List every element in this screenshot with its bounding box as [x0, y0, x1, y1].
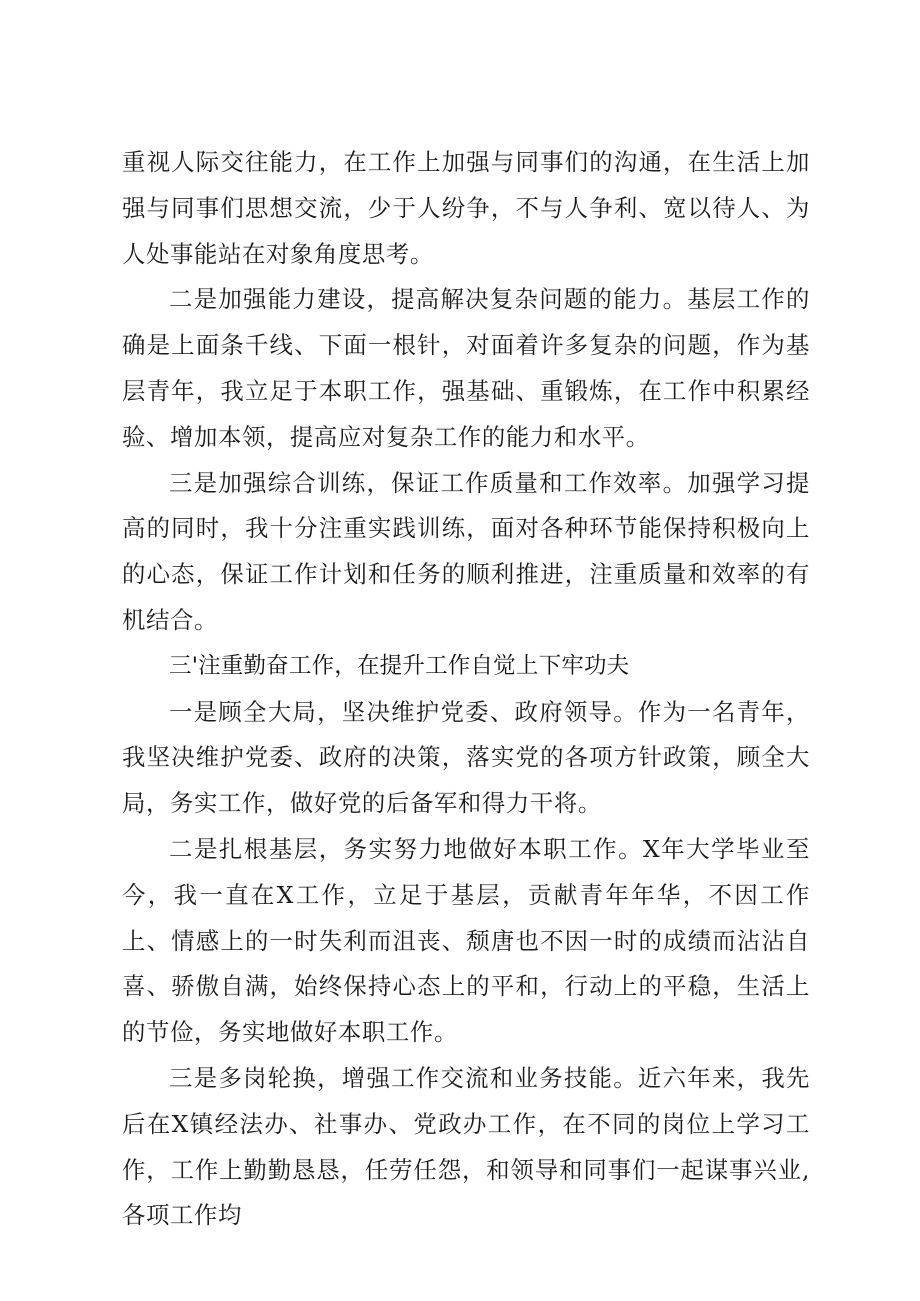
paragraph: 一是顾全大局，坚决维护党委、政府领导。作为一名青年，我坚决维护党委、政府的决策，落实党的各项方针政策，顾全大局，务实工作，做好党的后备军和得力干将。	[122, 697, 810, 818]
section-heading: 三'注重勤奋工作，在提升工作自觉上下牢功夫	[169, 652, 630, 679]
paragraph: 三是多岗轮换，增强工作交流和业务技能。近六年来，我先后在X镇经法办、社事办、党政办工作，在不同的岗位上学习工作，工作上勤勤恳恳，任劳任怨，和领导和同事们一起谋事兴业,各项工作均	[122, 1063, 810, 1230]
paragraph: 二是扎根基层，务实努力地做好本职工作。X年大学毕业至今，我一直在X工作，立足于基层，贡献青年年华，不因工作上、情感上的一时失利而沮丧、颓唐也不因一时的成绩而沾沾自喜、骄傲自满，始终保持心态上的平和，行动上的平稳，生活上的节俭，务实地做好本职工作。	[122, 834, 810, 1047]
paragraph-continuation: 重视人际交往能力，在工作上加强与同事们的沟通，在生活上加强与同事们思想交流，少于人纷争，不与人争利、宽以待人、为人处事能站在对象角度思考。	[122, 148, 810, 268]
document-body	[122, 140, 810, 1239]
paragraph: 二是加强能力建设，提高解决复杂问题的能力。基层工作的确是上面条千线、下面一根针，对面着许多复杂的问题，作为基层青年，我立足于本职工作，强基础、重锻炼，在工作中积累经验、增加本领，提高应对复杂工作的能力和水平。	[122, 285, 810, 451]
paragraph: 三是加强综合训练，保证工作质量和工作效率。加强学习提高的同时，我十分注重实践训练，面对各种环节能保持积极向上的心态，保证工作计划和任务的顺利推进，注重质量和效率的有机结合。	[122, 468, 810, 634]
